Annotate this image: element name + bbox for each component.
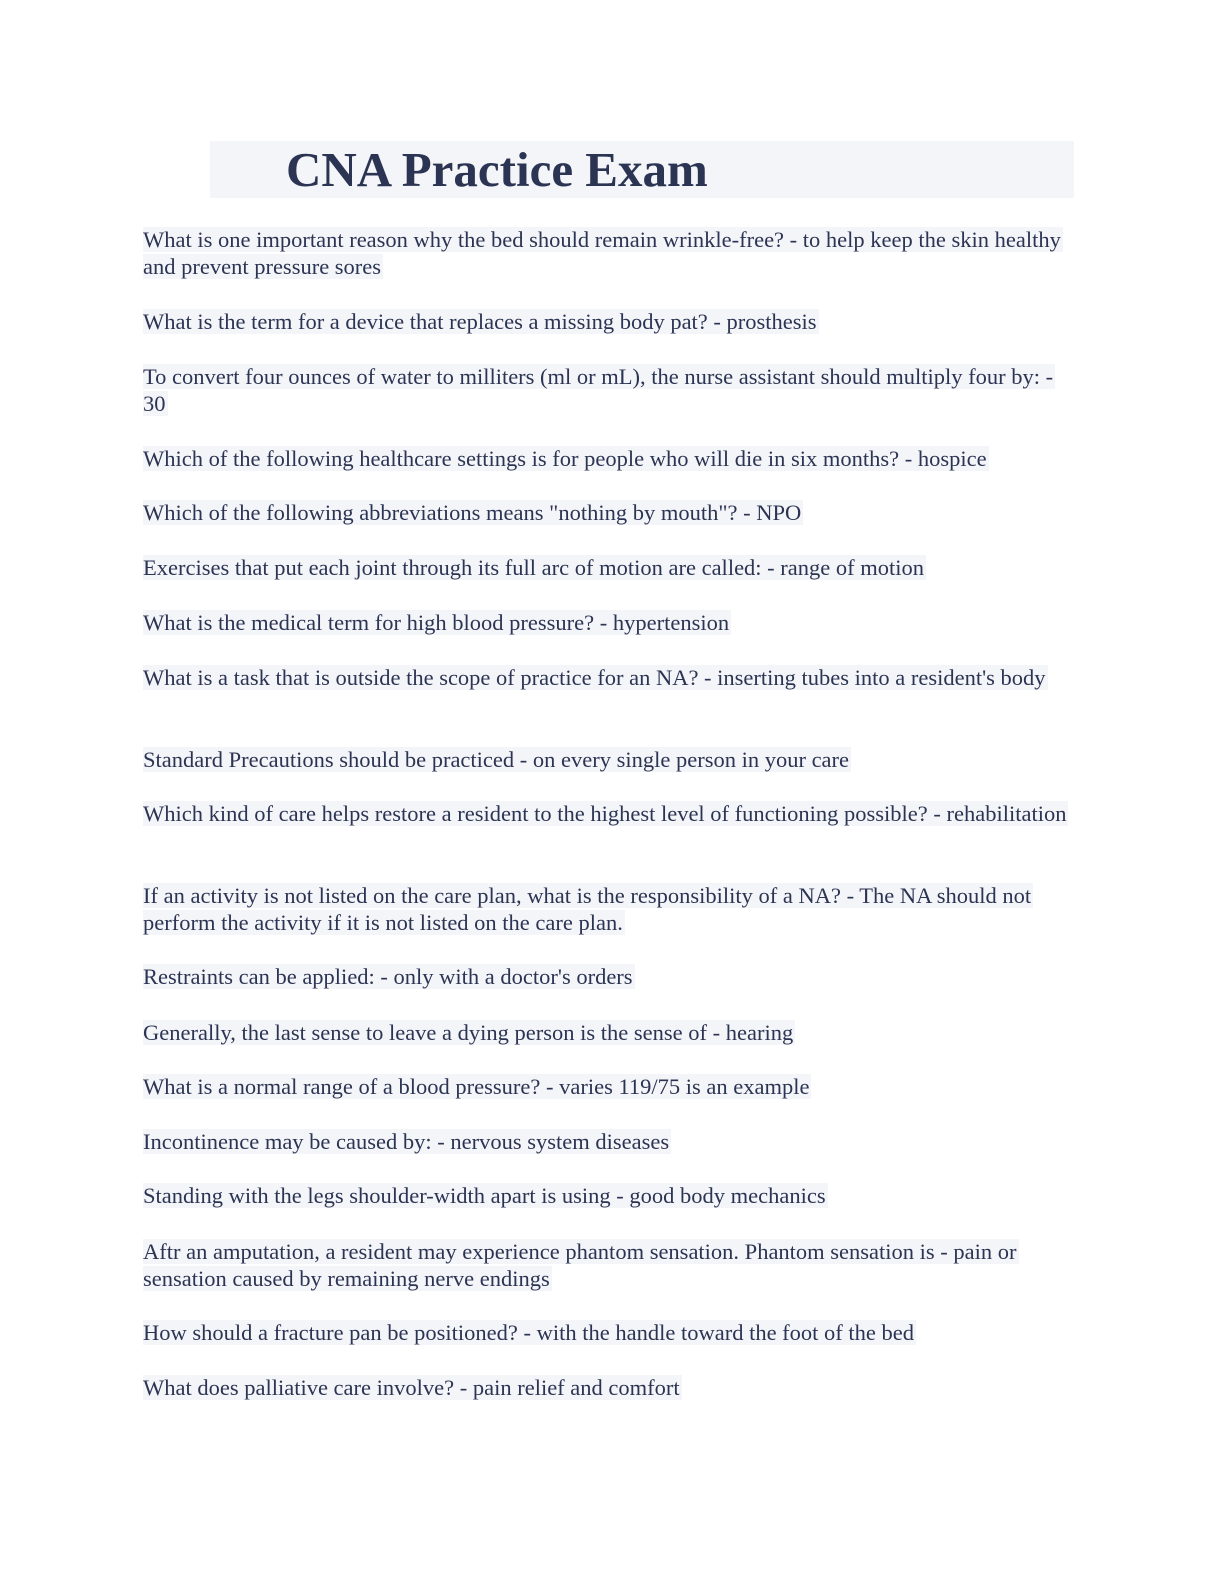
qa-item [143,226,1073,280]
qa-item [143,363,1073,417]
qa-item [143,800,1073,827]
qa-text: Which kind of care helps restore a resident to the highest level of functioning possible? - rehabilitation [143,801,1067,826]
qa-item [143,1374,1073,1401]
qa-text: Standing with the legs shoulder-width apart is using - good body mechanics [143,1183,826,1208]
qa-text: What is one important reason why the bed should remain wrinkle-free? - to help keep the skin healthy and prevent pressure sores [143,227,1061,279]
qa-item [143,746,1073,773]
qa-text: Restraints can be applied: - only with a doctor's orders [143,964,633,989]
qa-text: What is a normal range of a blood pressure? - varies 119/75 is an example [143,1074,810,1099]
qa-item [143,1238,1078,1292]
qa-text: Which of the following abbreviations means "nothing by mouth"? - NPO [143,500,802,525]
qa-text: Aftr an amputation, a resident may experience phantom sensation. Phantom sensation is - pain or sensation caused by remaining nerve endings [143,1239,1017,1291]
qa-item [143,308,1073,335]
qa-item [143,499,1073,526]
qa-item [143,1319,1073,1346]
qa-item [143,609,1073,636]
qa-text: Generally, the last sense to leave a dying person is the sense of - hearing [143,1020,794,1045]
qa-text: If an activity is not listed on the care plan, what is the responsibility of a NA? - The NA should not perform the activity if it is not listed on the care plan. [143,883,1032,935]
qa-text: Standard Precautions should be practiced - on every single person in your care [143,747,850,772]
qa-item [143,1019,1073,1046]
qa-text: What is the term for a device that replaces a missing body pat? - prosthesis [143,309,817,334]
qa-item [143,1182,1073,1209]
qa-text: To convert four ounces of water to milliters (ml or mL), the nurse assistant should multiply four by: - 30 [143,364,1054,416]
qa-text: Which of the following healthcare settings is for people who will die in six months? - hospice [143,446,987,471]
qa-text: How should a fracture pan be positioned? - with the handle toward the foot of the bed [143,1320,915,1345]
qa-item [143,882,1073,936]
qa-item [143,664,1073,691]
qa-item [143,1128,1073,1155]
qa-text: What does palliative care involve? - pain relief and comfort [143,1375,680,1400]
qa-text: Exercises that put each joint through its full arc of motion are called: - range of motion [143,555,925,580]
qa-text: What is the medical term for high blood pressure? - hypertension [143,610,730,635]
qa-text: What is a task that is outside the scope of practice for an NA? - inserting tubes into a resident's body [143,665,1046,690]
qa-item [143,963,1073,990]
page-title: CNA Practice Exam [286,142,708,197]
qa-text: Incontinence may be caused by: - nervous system diseases [143,1129,670,1154]
qa-item [143,554,1073,581]
qa-item [143,1073,1073,1100]
qa-item [143,445,1073,472]
